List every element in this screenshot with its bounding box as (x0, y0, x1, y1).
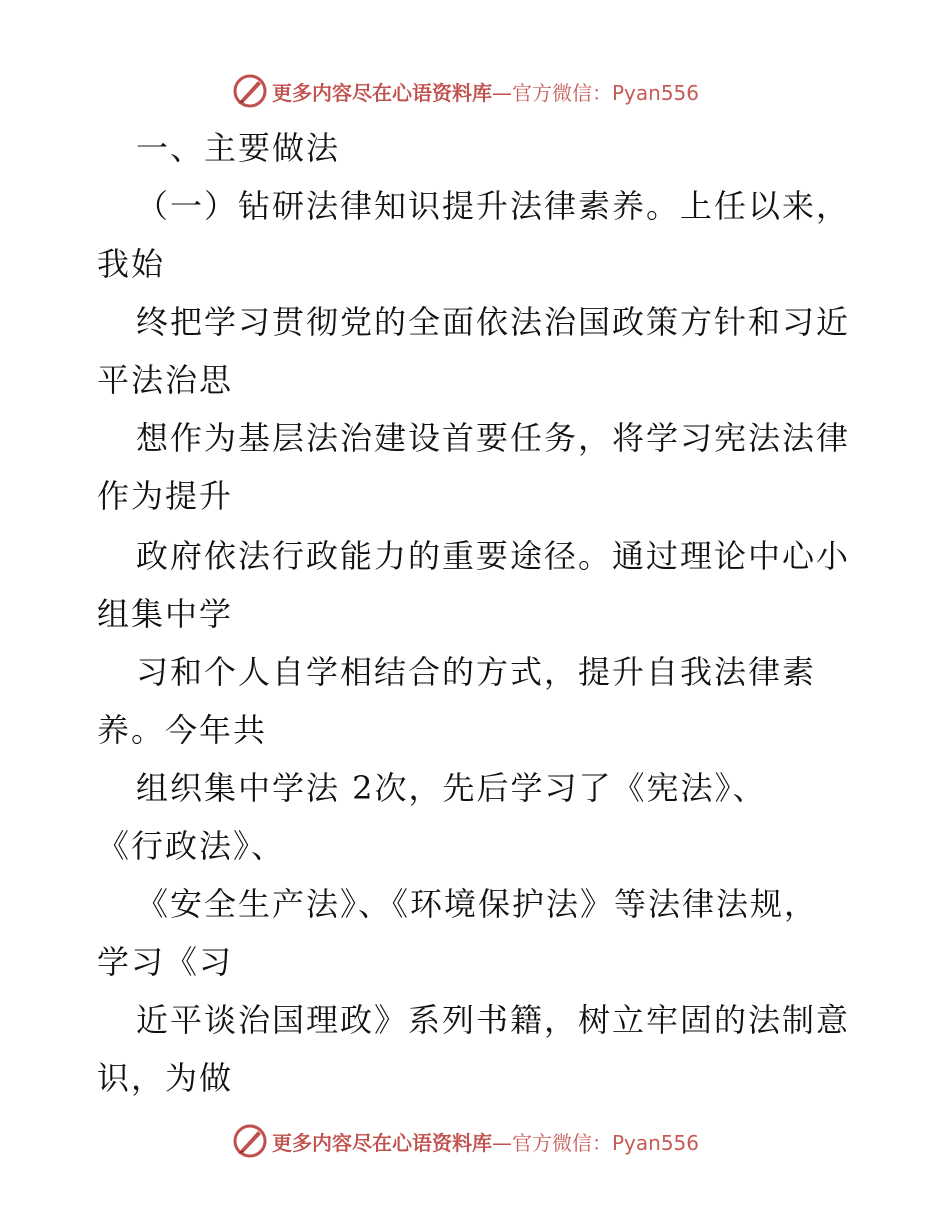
footer-banner-text (272, 1127, 699, 1156)
body-line: 想作为基层法治建设首要任务，将学习宪法法律 (136, 419, 851, 457)
header-banner-contact: 官方微信：Pyan556 (512, 80, 700, 105)
body-line: 组集中学 (97, 595, 234, 633)
body-line: 近平谈治国理政》系列书籍，树立牢固的法制意 (136, 1001, 851, 1039)
body-line: 识，为做 (97, 1059, 234, 1097)
body-line: 终把学习贯彻党的全面依法治国政策方针和习近 (136, 303, 851, 341)
body-line: 《行政法》、 (97, 827, 286, 865)
body-line: 养。今年共 (97, 711, 268, 749)
body-line: 我始 (97, 245, 166, 283)
footer-banner (232, 1121, 699, 1161)
header-banner-text (272, 77, 699, 106)
header-banner (232, 71, 699, 111)
quill-pen-logo-icon (232, 1123, 268, 1159)
body-line: 习和个人自学相结合的方式，提升自我法律素 (136, 653, 817, 691)
body-line: 政府依法行政能力的重要途径。通过理论中心小 (136, 537, 851, 575)
section-heading: 一、主要做法 (136, 129, 341, 167)
body-line: 学习《习 (97, 943, 234, 981)
quill-pen-logo-icon (232, 73, 268, 109)
body-line: 《安全生产法》、《环境保护法》等法律法规， (136, 885, 819, 923)
footer-banner-separator: — (492, 1130, 512, 1155)
header-banner-main: 更多内容尽在心语资料库 (272, 80, 492, 105)
body-line: 组织集中学法 2次，先后学习了《宪法》、 (136, 769, 767, 807)
footer-banner-contact: 官方微信：Pyan556 (512, 1130, 700, 1155)
body-line: 作为提升 (97, 477, 234, 515)
footer-banner-main: 更多内容尽在心语资料库 (272, 1130, 492, 1155)
body-line: （一）钻研法律知识提升法律素养。上任以来， (136, 187, 851, 225)
header-banner-separator: — (492, 80, 512, 105)
body-line: 平法治思 (97, 361, 234, 399)
